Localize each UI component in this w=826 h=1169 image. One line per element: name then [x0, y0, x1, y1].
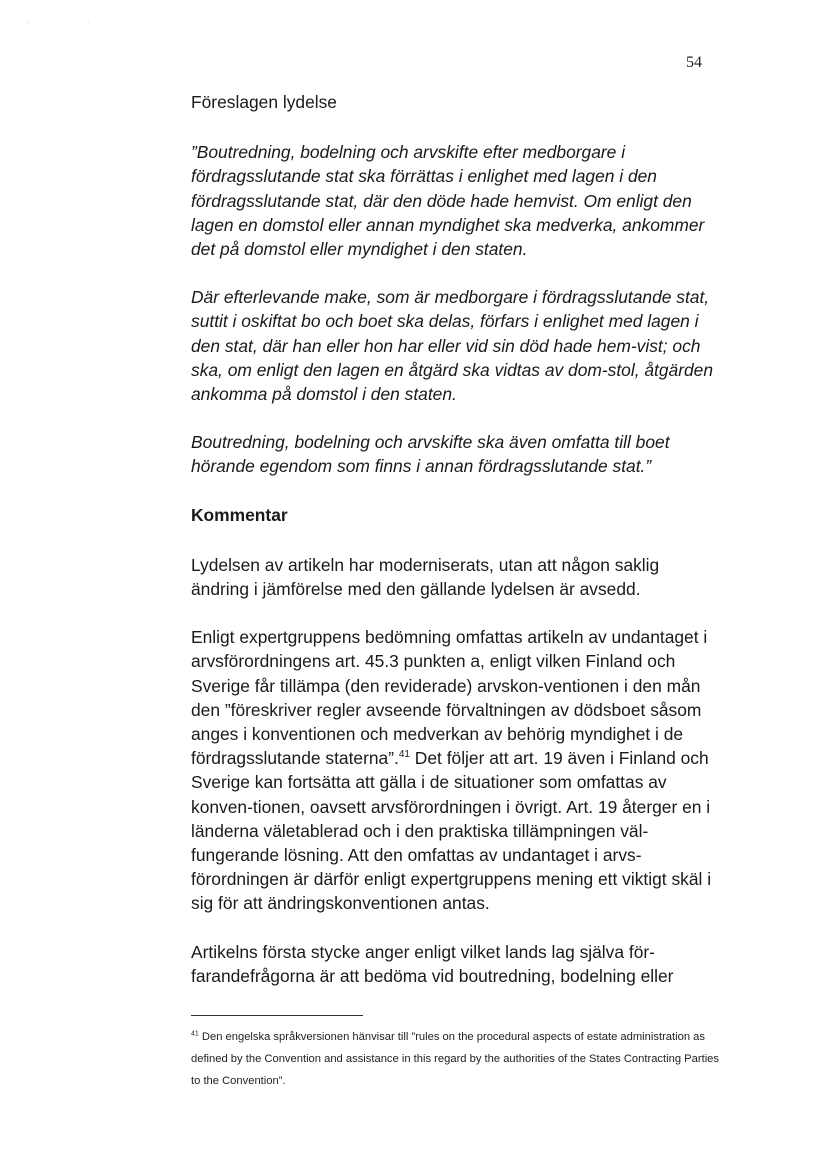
comment-paragraph-3: Artikelns första stycke anger enligt vilket lands lag själva för-farandefrågorna är att bedöma vid boutredning, bodelning eller	[191, 941, 674, 986]
comment-paragraph-2-part-2: Det följer att art. 19 även i Finland och Sverige kan fortsätta att gälla i de situationer som omfattas av konven-tionen, oavsett arvsförordningen i övrigt. Art. 19 återger en i länderna väletablerad och i den praktiska tillämpningen väl-fungerande lösning. Att den omfattas av undantaget i arvs-förordningen är därför enligt expertgruppens mening ett viktigt skäl i sig för att ändringskonventionen antas.	[191, 748, 712, 914]
footnote-divider	[191, 1015, 363, 1016]
comment-paragraph-1: Lydelsen av artikeln har moderniserats, utan att någon saklig ändring i jämförelse med den gällande lydelsen är avsedd.	[191, 554, 660, 600]
footnote-reference[interactable]: 41	[398, 749, 410, 761]
proposed-text-paragraph-1: ”Boutredning, bodelning och arvskifte efter medborgare i fördragsslutande stat ska förrättas i enlighet med lagen i den fördragsslutande stat, där den döde hade hemvist. Om enligt den lagen en domstol eller annan myndighet ska medverka, ankommer det på domstol eller myndighet i den staten.	[191, 142, 705, 260]
footnote-text: Den engelska språkversionen hänvisar till ”rules on the procedural aspects of estate administration as defined by the Convention and assistance in this regard by the authorities of the States Contracting Parties to the Convention”.	[191, 1031, 719, 1087]
scan-artifact: · ·	[26, 18, 118, 27]
page-number: 54	[686, 54, 702, 71]
comment-paragraph-2	[191, 625, 721, 915]
comment-paragraph-2-part-1: Enligt expertgruppens bedömning omfattas artikeln av undantaget i arvsförordningens art. 45.3 punkten a, enligt vilken Finland och Sverige får tillämpa (den reviderade) arvskon-ventionen i den mån den ”föreskriver regler avseende förvaltningen av dödsboet såsom anges i konventionen och medverkan av behörig myndighet i de fördragsslutande staterna”.	[191, 627, 708, 769]
document-body	[191, 90, 721, 988]
proposed-text-paragraph-2: Där efterlevande make, som är medborgare i fördragsslutande stat, suttit i oskiftat bo och boet ska delas, förfars i enlighet med lagen i den stat, där han eller hon har eller vid sin död hade hem-vist; och ska, om enligt den lagen en åtgärd ska vidtas av dom-stol, åtgärden ankomma på domstol i den staten.	[191, 287, 714, 405]
comment-heading: Kommentar	[191, 504, 288, 525]
footnote-number: 41	[191, 1030, 199, 1038]
section-heading: Föreslagen lydelse	[191, 92, 337, 112]
proposed-text-paragraph-3: Boutredning, bodelning och arvskifte ska även omfatta till boet hörande egendom som finns i annan fördragsslutande stat.”	[191, 432, 670, 477]
footnote	[191, 1026, 721, 1092]
